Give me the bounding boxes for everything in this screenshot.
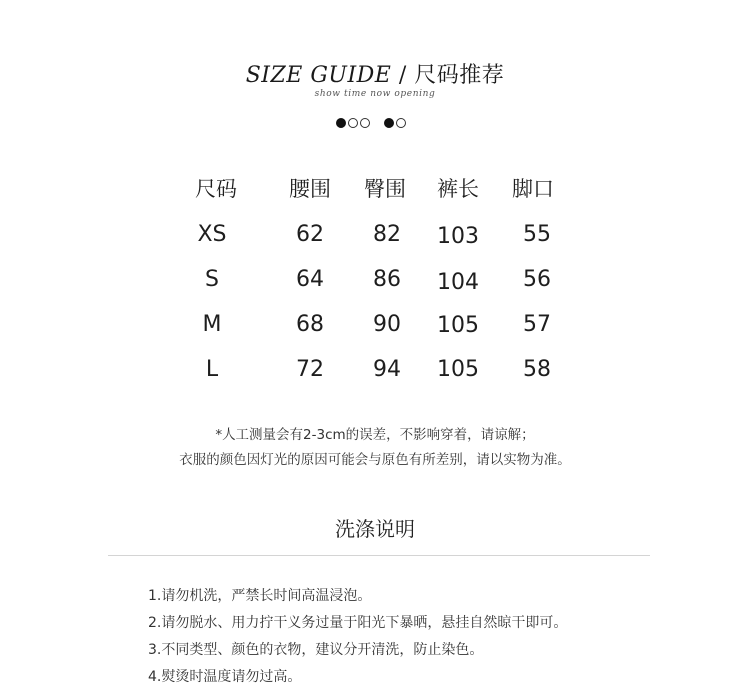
- header-size: 尺码: [195, 177, 237, 201]
- cell-hip: 90: [373, 312, 401, 337]
- color-note: 衣服的颜色因灯光的原因可能会与原色有所差别，请以实物为准。: [179, 452, 571, 468]
- cell-hem: 58: [523, 357, 551, 382]
- cell-waist: 72: [296, 357, 324, 382]
- cell-hem: 56: [523, 267, 551, 292]
- cell-hip: 82: [373, 222, 401, 247]
- wash-item: 3.不同类型、颜色的衣物，建议分开清洗，防止染色。: [148, 642, 484, 658]
- cell-length: 105: [437, 313, 479, 338]
- header-hip: 臀围: [364, 177, 406, 201]
- cell-waist: 68: [296, 312, 324, 337]
- cell-hem: 55: [523, 222, 551, 247]
- cell-size: XS: [197, 222, 227, 247]
- wash-item: 4.熨烫时温度请勿过高。: [148, 669, 302, 685]
- cell-length: 103: [437, 224, 479, 249]
- header-hem: 脚口: [512, 177, 554, 201]
- cell-hem: 57: [523, 312, 551, 337]
- cell-length: 105: [437, 357, 479, 382]
- cell-size: S: [205, 267, 219, 292]
- title-separator: /: [391, 63, 415, 88]
- cell-hip: 94: [373, 357, 401, 382]
- cell-waist: 64: [296, 267, 324, 292]
- section-divider: [108, 555, 650, 556]
- title-chinese: 尺码推荐: [414, 63, 505, 88]
- wash-item: 1.请勿机洗，严禁长时间高温浸泡。: [148, 588, 372, 604]
- subtitle: show time now opening: [314, 89, 436, 99]
- header-waist: 腰围: [289, 177, 331, 201]
- wash-item: 2.请勿脱水、用力拧干义务过量于阳光下暴晒，悬挂自然晾干即可。: [148, 615, 568, 631]
- cell-size: M: [202, 312, 222, 337]
- header-length: 裤长: [437, 177, 479, 201]
- wash-section-title: 洗涤说明: [335, 517, 415, 541]
- cell-length: 104: [437, 270, 479, 295]
- title-english: SIZE GUIDE: [245, 63, 392, 88]
- cell-size: L: [205, 357, 219, 382]
- measurement-note: *人工测量会有2-3cm的误差，不影响穿着，请谅解；: [215, 427, 535, 443]
- cell-hip: 86: [373, 267, 401, 292]
- cell-waist: 62: [296, 222, 324, 247]
